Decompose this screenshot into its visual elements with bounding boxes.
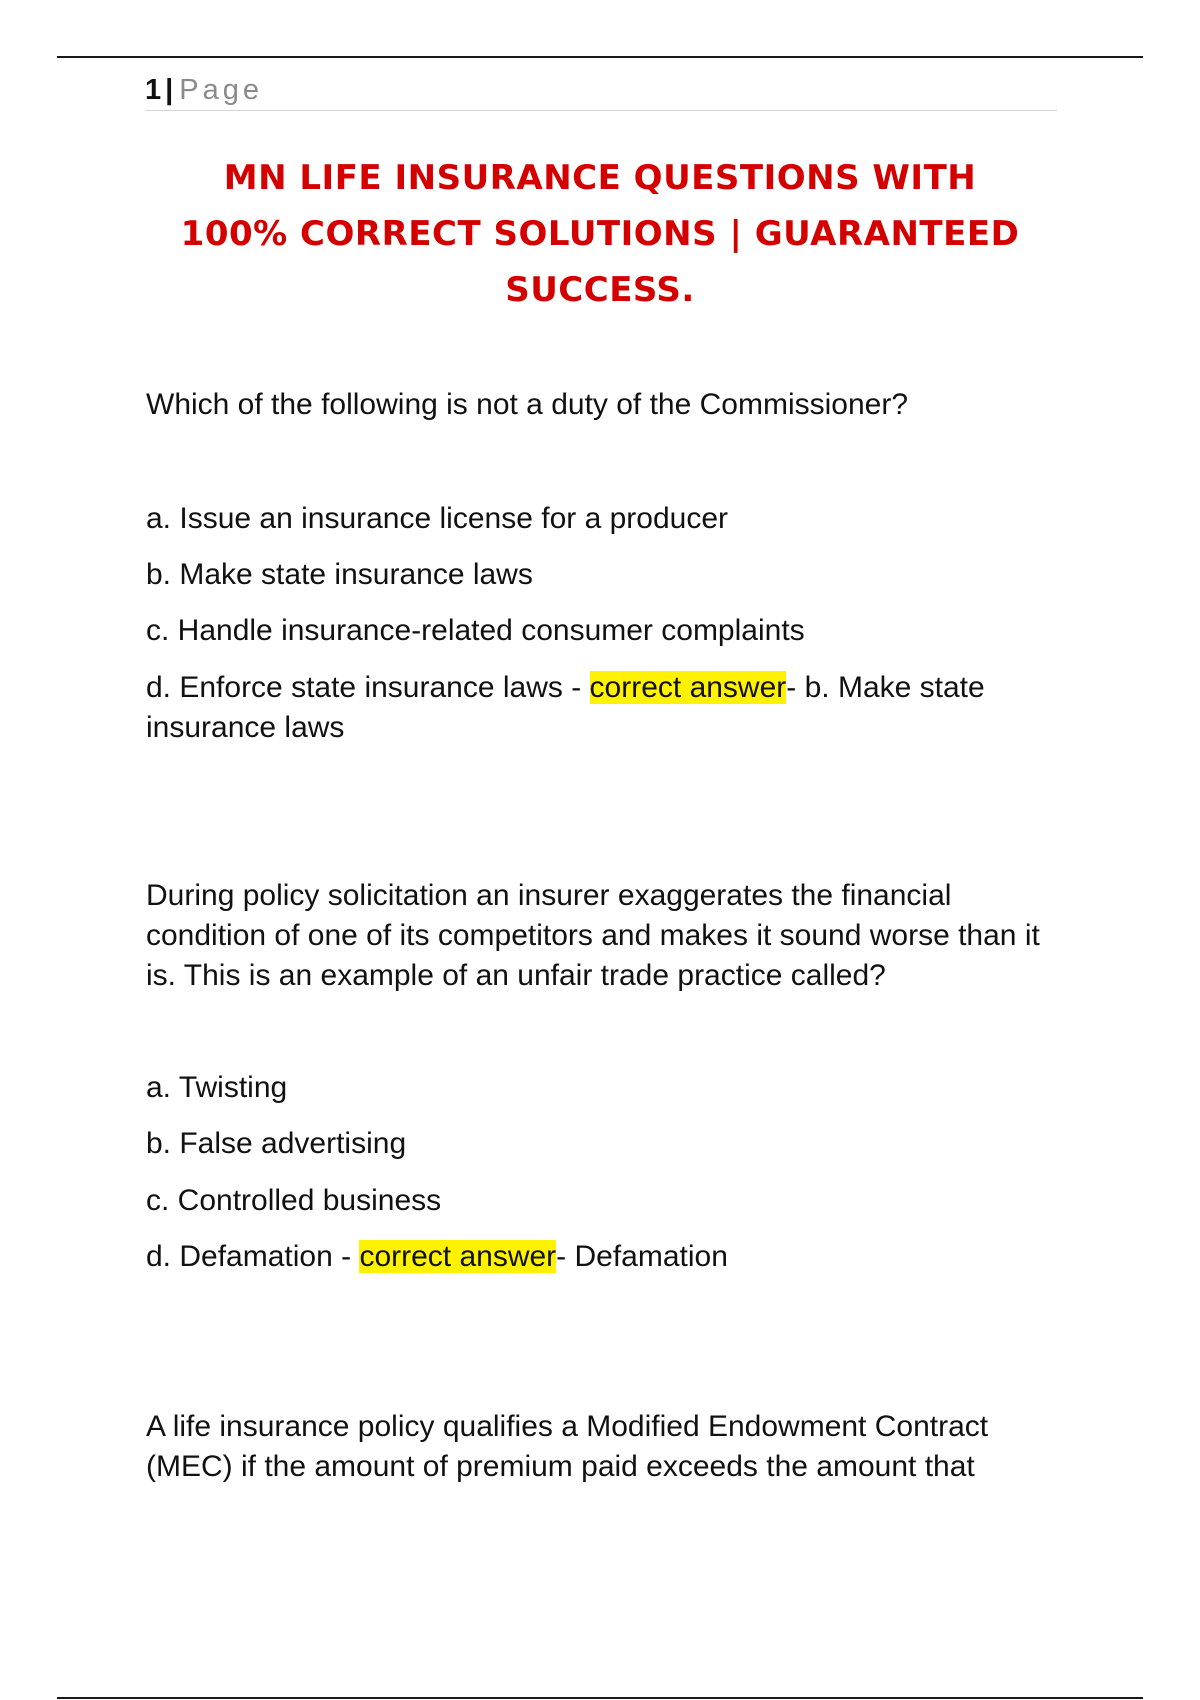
question-2-option-d bbox=[146, 1237, 1076, 1277]
page-number: 1 bbox=[145, 74, 162, 106]
page-label: Page bbox=[179, 74, 263, 106]
question-3-prompt: A life insurance policy qualifies a Modified Endowment Contract (MEC) if the amount of premium paid exceeds the amount that bbox=[146, 1410, 989, 1483]
question-1-correct-answer-highlight: correct answer bbox=[589, 671, 787, 704]
question-2-option-c: c. Controlled business bbox=[146, 1184, 442, 1217]
title-line-2: 100% CORRECT SOLUTIONS | GUARANTEED bbox=[180, 214, 1020, 254]
title-line-1: MN LIFE INSURANCE QUESTIONS WITH bbox=[223, 158, 977, 198]
bottom-rule bbox=[57, 1697, 1143, 1699]
page-header bbox=[145, 70, 1057, 111]
question-2-option-a: a. Twisting bbox=[146, 1071, 288, 1104]
question-1-option-c: c. Handle insurance-related consumer complaints bbox=[146, 614, 805, 647]
question-1-option-a: a. Issue an insurance license for a producer bbox=[146, 502, 728, 535]
question-2-correct-answer-highlight: correct answer bbox=[359, 1240, 557, 1273]
question-1-option-d-text: d. Enforce state insurance laws - bbox=[146, 671, 590, 704]
question-1-option-d bbox=[146, 668, 1076, 748]
question-1-option-b: b. Make state insurance laws bbox=[146, 558, 533, 591]
question-2-answer-text: - Defamation bbox=[556, 1240, 728, 1273]
page-separator: | bbox=[165, 74, 174, 106]
question-2-prompt: During policy solicitation an insurer exaggerates the financial condition of one of its competitors and makes it sound worse than it is. This is an example of an unfair trade practice called? bbox=[146, 879, 1040, 992]
question-1-answer-text: - b. Make state insurance laws bbox=[146, 671, 985, 744]
question-2-option-d-text: d. Defamation - bbox=[146, 1240, 360, 1273]
question-1-prompt: Which of the following is not a duty of the Commissioner? bbox=[146, 388, 909, 421]
top-rule bbox=[57, 56, 1143, 58]
question-2-option-b: b. False advertising bbox=[146, 1127, 407, 1160]
document-title bbox=[100, 150, 1100, 318]
title-line-3: SUCCESS. bbox=[505, 270, 695, 310]
